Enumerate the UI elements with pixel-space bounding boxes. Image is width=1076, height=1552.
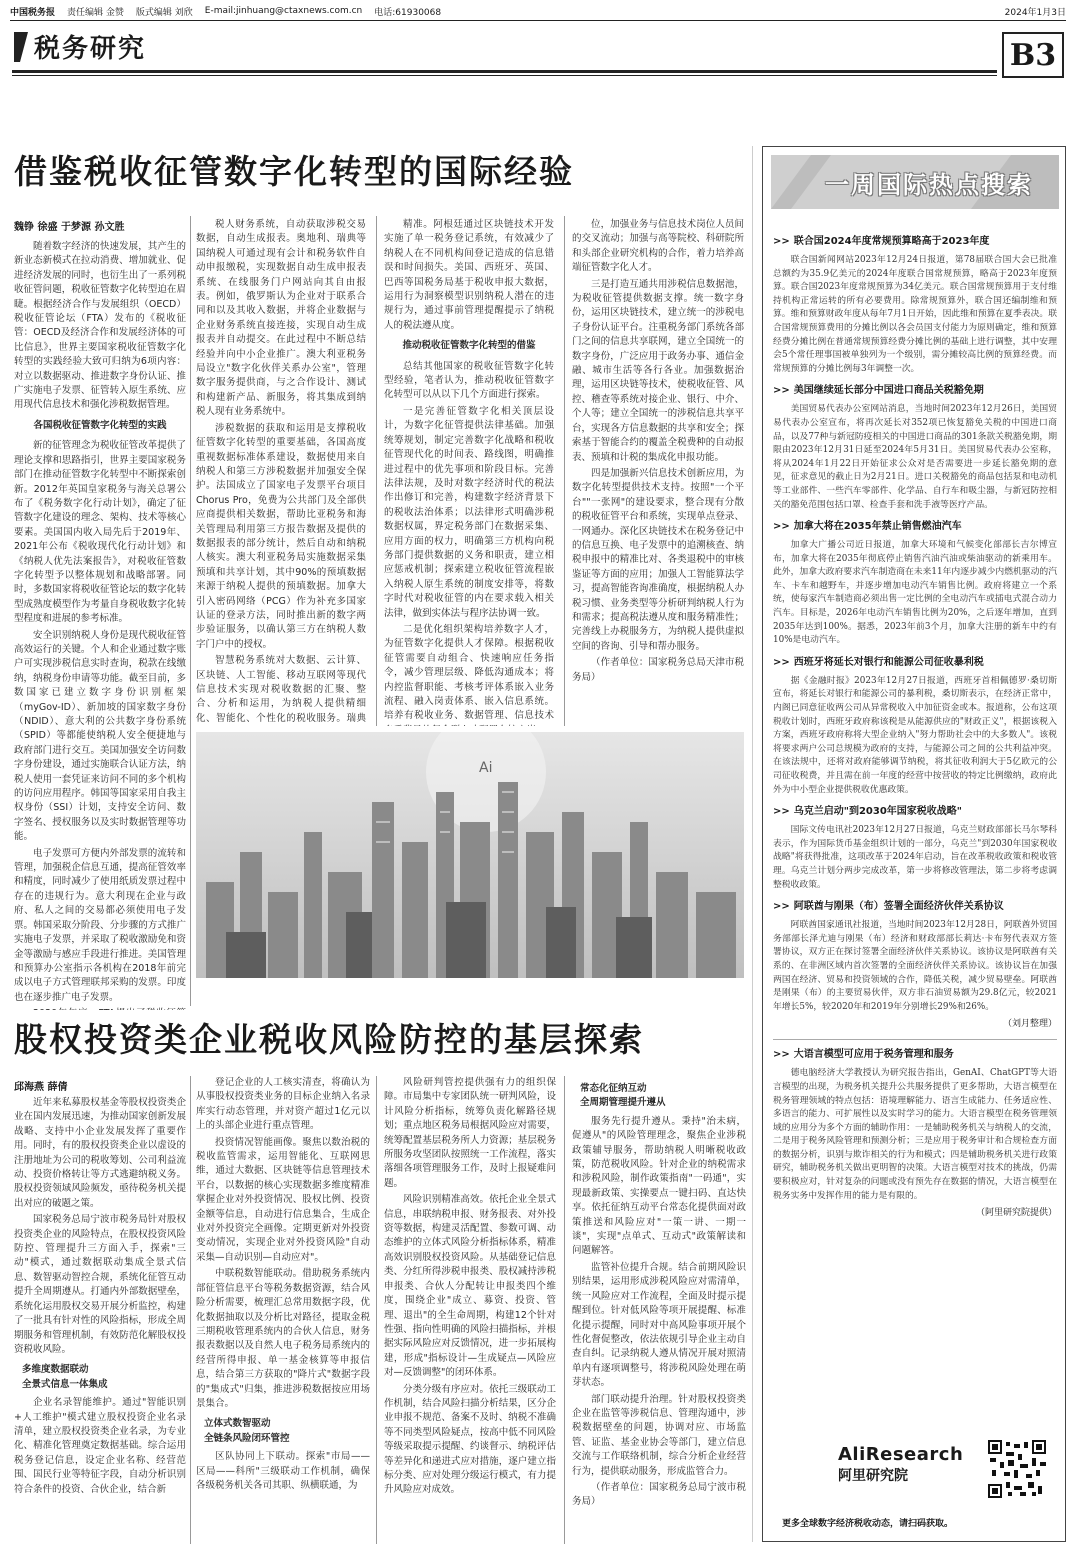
article2-column-4 [572, 1076, 746, 1544]
author-note: （作者单位：国家税务总局天津市税务局） [572, 657, 744, 683]
news-item-title[interactable] [773, 656, 1057, 669]
paragraph: 企业名录智能维护。通过"智能识别+人工维护"模式建立股权投资企业名录清单，建立股权投资类企业名录，为专业化、精准化管理奠定数据基础。综合运用税务登记信息，设定企业名称、经营范围、国民行业等特征字段，自动分析识别符合条件的投资、合伙企业，结合新 [14, 1397, 186, 1495]
article2-column-1 [14, 1096, 186, 1544]
news-item-title-text: 阿联酋与刚果（布）签署全面经济伙伴关系协议 [793, 901, 1004, 913]
qr-code-icon[interactable] [988, 1440, 1046, 1498]
paper-name: 中国税务报 [10, 7, 56, 18]
double-chevron-icon: >> [773, 806, 790, 818]
news-item-title[interactable] [773, 1048, 1057, 1061]
news-item-body: 美国贸易代表办公室网站消息，当地时间2023年12月26日，美国贸易代表办公室宣布，将再次延长对352项已恢复豁免关税的中国进口商品，以及77种与新冠防疫相关的中国进口商品的301条款关税豁免期，期限由2023年12月31日延至2024年5月31日。美国贸易代表办公室称，将从2024年1月22日开始征求公众对是否需要进一步延长豁免期的意见，征求意见的截止日为2月21日。进口关税豁免的商品包括泵和电动机等工业部件、一些汽车零部件、化学品、自行车和吸尘器，与新冠防控相关的豁免范围包括口罩、检查手套和洗手液等医疗产品。 [773, 404, 1057, 510]
paragraph: 风险识别精准高效。依托企业全景式信息，串联纳税申报、财务报表、对外投资等数据，构建灵活配置、参数可调、动态维护的立体式风险分析指标体系，精准高效识别股权投资风险。从基础登记信息类、分红所得涉税申报类、股权减持涉税申报类、合伙人分配转让申报类四个维度，围绕企业"成立、募资、投资、管理、退出"的全生命周期，构建12个针对性强、指向性明确的风险扫描指标，并根据实际风险应对反馈情况，进一步拓展构建，形成"指标设计—生成疑点—风险应对—反馈调整"的闭环体系。 [384, 1194, 556, 1379]
double-chevron-icon: >> [773, 656, 790, 668]
article2-column-2 [196, 1076, 370, 1544]
sidebar-news-list [773, 227, 1057, 1218]
sidebar-banner-title: 一周国际热点搜索 [825, 171, 1033, 199]
subheading: 常态化征纳互动 全周期管理提升遵从 [580, 1083, 666, 1109]
article1-column-4 [572, 218, 744, 726]
section-name: 税务研究 [34, 34, 147, 64]
paragraph: 登记企业的人工核实清查，将确认为从事股权投资类业务的目标企业纳入名录库实行动态管理，并对资产超过1亿元以上的头部企业进行重点管理。 [196, 1077, 370, 1132]
column-divider [376, 1076, 377, 1544]
news-item-title-text: 大语言模型可应用于税务管理和服务 [793, 1049, 954, 1061]
paragraph: 随着数字经济的快速发展，其产生的新业态新模式在拉动消费、增加就业、促进经济发展的同时，也衍生出了一系列税收征管问题，税收征管数字化转型迫在眉睫。根据经济合作与发展组织（OECD）税收征管论坛（FTA）发布的《税收征管：OECD及经济合作和发展经济体的可比信息》，世界主要国家税收征管数字化转型的实践经验大致可归纳为6项内容：对立以数据驱动、推进数字身份认证、推广实施电子发票、征管转入原生系统、应用现代信息技术和强化涉税数据管理。 [14, 241, 186, 411]
article2-column-3 [384, 1076, 556, 1544]
page-number: B3 [1002, 32, 1064, 78]
double-chevron-icon: >> [773, 901, 790, 913]
brand-name: AliResearch [838, 1444, 964, 1465]
article1-column-1 [14, 240, 186, 1010]
paragraph: 监管补位提升合规。结合前期风险识别结果，运用形成涉税风险应对需清单，统一风险应对工作流程，全面及时提示提醒到位。针对低风险等项开展提醒、标准化提示提醒，同时对中高风险事项开展个性化督促整改，依法依规引导企业主动自查自纠。记录纳税人遵从情况开展对照清单内有逐项调整号，将涉税风险处理在萌芽状态。 [572, 1261, 746, 1389]
sidebar-separator [773, 1039, 1057, 1040]
news-item-title[interactable] [773, 900, 1057, 913]
news-item [773, 384, 1057, 512]
double-chevron-icon: >> [773, 385, 790, 397]
column-divider [564, 1076, 565, 1544]
news-item-title-text: 美国继续延长部分中国进口商品关税豁免期 [793, 385, 984, 397]
column-divider [376, 216, 377, 726]
news-item-title-text: 乌克兰启动"到2030年国家税收战略" [793, 806, 963, 818]
news-item-title-text: 西班牙将延长对银行和能源公司征收暴利税 [793, 656, 984, 668]
news-item-body: 联合国新闻网站2023年12月24日报道，第78届联合国大会已批准总额约为35.9亿美元的2024年度联合国常规预算，略高于2023年度预算。联合国2023年度常规预算为34亿美元。联合国常规预算用于支付维持机构正常运转的所有必要费用。除常规预算外，联合国还编制维和预算。维和预算财政年度从每年7月1日开始，因此维和预算在夏季表决。联合国常规预算费用的分摊比例以各会员国支付能力为原则确定，维和预算经费分摊比例在普通常规预算经费分摊比例的基础上进行调整，其中安理会5个常任理事国被单独列为一个级别，需分摊较高比例的预算经费。而常规预算的分摊比例每3年调整一次。 [773, 255, 1057, 374]
paragraph: 服务先行提升遵从。秉持"治未病，促遵从"的风险管理理念，聚焦企业涉税政策辅导服务，帮助纳税人明晰税收政策，防范税收风险。针对企业的纳税需求和涉税风险，制作政策指南"一码通"，实现最新政策、实操要点一键扫码、直达快享。依托征纳互动平台常态化提供面对政策推送和风险应对"一策一讲、一期一谈"，实现"点单式、互动式"政策解读和问题解答。 [572, 1115, 746, 1257]
double-chevron-icon: >> [773, 521, 790, 533]
aliresearch-logo [838, 1444, 963, 1485]
paragraph: 分类分级有序应对。依托三级联动工作机制，结合风险扫描分析结果，区分企业申报不规范、备案不及时、纳税不准确等不同类型风险疑点，按高中低不同风险等级采取提示提醒、约谈督示、纳税评估等差异化和递进式应对措施，逐户建立指标分类、应对处理分级运行模式，有力提升风险应对成效。 [384, 1383, 556, 1496]
email: E-mail:jinhuang@ctaxnews.com.cn [204, 6, 363, 16]
column-divider [564, 216, 565, 726]
issue-date: 2024年1月3日 [1004, 7, 1066, 18]
paragraph: 国家税务总局宁波市税务局针对股权投资类企业的风险特点，在股权投资风险防控、管理提升三方面入手，探索"三动"模式，通过数据联动集成全景式信息、数智驱动智控合规，系统化征管互动提升全周期遵从。打通内外部数据壁垒，系统化运用股权交易开展分析监控，构建了一批具有针对性的风险指标，形成全周期服务和管理机制，有效防范化解股权投资税收风险。 [14, 1214, 186, 1355]
paragraph: 四是加强新兴信息技术创新应用，为数字化转型提供技术支持。按照"一个平台""一张网"的建设要求，整合现有分散的税收征管平台和系统，实现单点登录、一网通办。深化区块链技术在税务登记中的信息互换、电子发票中的追溯核查、纳税申报中的精准比对、各类退税中的审核鉴证等方面的应用；加强人工智能算法学习，提高智能咨询准确度，根据纳税人办税习惯、业务类型等分析研判纳税人行为和需求；提高税法遵从度和服务精准性；完善线上办税服务方，为纳税人提供虚拟空间的咨询、引导和帮办服务。 [572, 467, 744, 652]
news-item [773, 900, 1057, 1040]
brand-name-cn: 阿里研究院 [838, 1468, 908, 1484]
paragraph: 风险研判管控提供强有力的组织保障。市局集中专家团队统一研判风险，设计风险分析指标，统筹负责化解路径规划；重点地区税务局根据风险应对需要，统筹配置基层税务所人力资源；基层税务所服务攻坚团队按照统一工作流程，落实落细各项管理服务工作，及时上报疑难问题。 [384, 1077, 556, 1189]
paragraph: 智慧税务系统对大数据、云计算、区块链、人工智能、移动互联网等现代信息技术实现对税收数据的汇聚、整合、分析和运用，为纳税人提供精细化、智能化、个性化的税收服务。瑞典 [196, 655, 366, 724]
paragraph: 新的征管理念为税收征管改革提供了理论支撑和思路指引，世界主要国家税务部门在推动征管数字化转型中不断探索创新。2012年英国皇家税务与海关总署公布了《税务数字化行动计划》，确定了征管数字化建设的理念、架构、技术等核心要素。美国国内收入局先后于2019年、2021年公布《税收现代化行动计划》和《纳税人优先法案报告》，对税收征管数字化转型予以整体规划和战略部署。同时，多数国家将税收征管论坛的数字化转型成熟度模型作为考量自身税收数字化转型程度和进展的参考标准。 [14, 440, 186, 625]
paragraph: 总结其他国家的税收征管数字化转型经验，笔者认为，推动税收征管数字化转型可以从以下几个方面进行探索。 [384, 360, 554, 401]
paragraph: 区队协同上下联动。探索"市局——区局——科所"三级联动工作机制，确保各级税务机关各司其职、纵横联通，为 [196, 1451, 370, 1491]
editor: 责任编辑 金赞 [67, 7, 124, 18]
paragraph: 安全识别纳税人身份是现代税收征管高效运行的关键。个人和企业通过数字账户可实现涉税信息实时查询，税款在线缴纳，纳税身份申请等功能。截至目前，多数国家已建立数字身份识别框架（myGov-ID）、新加坡的国家数字身份（NDID）、意大利的公共数字身份系统（SPID）等都能使纳税人安全便捷地与政府部门进行交互。美国加强安全访问数字身份建设，通过实施联合认证方法，纳税人使用一套凭证来访问不同的多个机构的访问应用程序。韩国等国家采用自我主权身份（SSI）计划，支持安全访问、数字签名、授权服务以及实时数据管理等功能。 [14, 629, 186, 843]
news-item [773, 805, 1057, 892]
sidebar-banner [771, 155, 1059, 209]
svg-text:Ai: Ai [479, 760, 493, 776]
city-skyline-illustration [196, 732, 744, 978]
article2-byline: 邱海燕 薛倩 [14, 1082, 68, 1093]
news-item-source: （刘月整理） [1002, 1019, 1057, 1030]
paragraph: 电子发票可方便内外部发票的流转和管理，加强税企信息互通，提高征管效率和精度，同时减少了使用纸质发票过程中存在的违规行为。意大利现在企业与政府、私人之间的交易都必须使用电子发票。韩国采取分阶段、分步骤的方式推广实施电子发票，并采取了税收激励免和资金等激励与感应手段进行推进。美国管理和预算办公室指示各机构在2018年前完成以电子方式管理联邦采购的发票。印度也在逐步推广电子发票。 [14, 847, 186, 1003]
masthead [10, 4, 1066, 18]
news-item-body: 加拿大广播公司近日报道，加拿大环境和气候变化部部长吉尔博宣布，加拿大将在2035年彻底停止销售汽油汽油或柴油驱动的新乘用车。此外，加拿大政府要求汽车制造商在未来11年内逐步减少内燃机驱动的汽车、卡车和越野车，并逐步增加电动汽车销售比例。政府将建立一个系统，使每家汽车制造商必须出售一定比例的全电动汽车或插电式混合动力汽车。目标是，2026年电动汽车销售比例为20%，之后逐年增加，直到2035年达到100%。据悉，2023年前3个月，加拿大注册的新车中约有10%是电动汽车。 [773, 540, 1057, 646]
article1-byline: 魏铮 徐盛 于梦源 孙文胜 [14, 222, 125, 233]
paragraph: 精准。阿根廷通过区块链技术开发实施了单一税务登记系统，有效减少了纳税人在不同机构间登记造成的信息错误和时间损失。美国、西班牙、英国、巴西等国税务局基于税收申报大数据，运用行为洞察模型识别纳税人潜在的违规行为，通过事前管理提醒提示了纳税人的税法遵从度。 [384, 219, 554, 331]
paragraph: 三是打造互通共用涉税信息数据池，为税收征管提供数据支撑。统一数字身份，运用区块链技术，建立统一的涉税电子身份认证平台。注重税务部门系统各部门之间的信息共享联网，建立全国统一的数字身份，广泛应用于政务办事、通信金融、城市生活等各行各业。加强数据治理，运用区块链等技术，使税收征管、风控、稽查等系统对接企业、银行、中介、个人等；建立全国统一的涉税信息共享平台，实现各方信息数据的共享和安全；探索基于智能合约的覆盖全税费种的自动报表、预填和计税的集成化申报功能。 [572, 278, 744, 463]
double-chevron-icon: >> [773, 236, 790, 247]
paragraph: 投资情况智能画像。聚焦以数治税的税收监管需求，运用智能化、互联网思维，通过大数据、区块链等信息管理技术平台，以数据的核心实现数据多维度精准掌握企业对外投资情况、股权比例、投资金额等信息，自动进行信息集合，生成企业对外投资完全画像。定期更新对外投资变动情况，实现企业对外投资风险"自动采集—自动识别—自动应对"。 [196, 1136, 370, 1263]
news-item [773, 235, 1057, 376]
section-rule-thin [12, 75, 997, 76]
news-item-body: 德电脑经济大学教授认为研究报告指出，GenAI、ChatGPT等大语言模型的出现，为税务机关提升公共服务提供了更多帮助，大语言模型在税务管理领域的特点包括：语境理解能力、语言生成能力、任务适应性、多语言的能力、可扩展性以及实时学习的能力。大语言模型在税务管理领域的应用分为多个方面的辅助作用：一是辅助税务机关与纳税人的交流，二是用于税务风险管理和预测分析；三是应用于税务审计和合规检查方面的数据分析，识别与欺诈相关的行为和模式；四是辅助税务机关进行政策研究，辅助税务机关做出更明智的决策。大语言模型对技术的挑战，仍需要积极应对，针对复杂的问题或没有预先存在数据的情况，大语言模型在税务实务中发挥作用的能力是有限的。 [773, 1068, 1057, 1201]
double-chevron-icon: >> [773, 1049, 790, 1061]
phone: 电话:61930068 [374, 7, 442, 18]
subheading: 立体式数智驱动 全链条风险闭环管控 [204, 1418, 290, 1444]
top-rule [10, 20, 1066, 21]
news-item-body: 阿联酋国家通讯社报道，当地时间2023年12月28日，阿联酋外贸国务部部长泽尤迪与刚果（布）经济和财政部部长莉达·卡布努代表双方签署协议，双方正在探讨签署全面经济伙伴关系协议。该协议是阿联酋有关系的、在非洲区域内首次签署的全面经济伙伴关系协议。该协议旨在加强两国在经济、贸易和投资领域的合作，降低关税，减少贸易壁垒。阿联酋是刚果（布）的主要贸易伙伴，双方非石油贸易额为29.8亿元，较2021年增长5%，较2020年和2019年分别增长29%和26%。 [773, 920, 1057, 1012]
news-item [773, 520, 1057, 648]
news-item [773, 656, 1057, 797]
paragraph: 二是优化组织架构培养数字人才，为征管数字化提供人才保障。根据税收征管需要自动组合、快速响应任务指令，减少管理层级、降低沟通成本；将内控监督职能、考核考评体系嵌入业务流程、融入岗责体系、嵌入信息系统。培养有税收业务、数据管理、信息技术 [384, 623, 554, 722]
author-note: （作者单位：国家税务总局宁波市税务局） [572, 1481, 746, 1508]
subheading: 多维度数据联动 全景式信息一体集成 [22, 1364, 108, 1390]
paragraph [14, 1007, 186, 1010]
column-divider [190, 1076, 191, 1544]
paragraph: 位，加强业务与信息技术岗位人员间的交叉流动；加强与高等院校、科研院所和头部企业研究机构的合作，着力培养高端征管数字化人才。 [572, 219, 744, 274]
paragraph: 近年来私募股权基金等股权投资类企业在国内发展迅速，为推动国家创新发展战略、支持中小企业发展发挥了重要作用。同时，有的股权投资类企业以虚设的注册地址为公司的税收筹划、公司利益流动、投资价格转让等方式逃避纳税义务。股权投资领域风险频发，亟待税务机关提出对应的破题之策。 [14, 1097, 186, 1209]
column-divider [190, 216, 191, 1006]
news-item-title-text: 联合国2024年度常规预算略高于2023年度 [793, 236, 990, 247]
article2-title: 股权投资类企业税收风险防控的基层探索 [14, 1020, 644, 1059]
news-item-title[interactable] [773, 235, 1057, 248]
news-item-source: （阿里研究院提供） [975, 1208, 1057, 1219]
section-mark-icon [14, 32, 28, 62]
section-rule [12, 70, 997, 73]
paragraph: 一是完善征管数字化相关顶层设计，为数字化征管提供法律基础。加强统筹规划，制定完善数字化战略和税收征管现代化的时间表、路线图，明确推进过程中的优先事项和阶段目标。完善法律法规，及时对数字经济时代的税法作出修订和完善，构建数字经济背景下的税收法治体系；以法律形式明确涉税数据权属，界定税务部门在数据采集、应用方面的权力，明确第三方机构向税务部门提供数据的义务和职责，建立相应惩戒机制；探索建立税收征管流程嵌入纳税人原生系统的制度安排等，将数字时代对税收征管的内在要求载入相关法律，做到实体法与程序法协调一致。 [384, 405, 554, 619]
article1-title: 借鉴税收征管数字化转型的国际经验 [14, 152, 574, 191]
section-header [14, 28, 146, 65]
subheading: 推动税收征管数字化转型的借鉴 [402, 340, 536, 352]
subheading: 各国税收征管数字化转型的实践 [33, 419, 167, 431]
paragraph: 税人财务系统，自动获取涉税交易数据，自动生成报表。奥地利、瑞典等国纳税人可通过现有会计和税务软件自动申报缴税，实现数据自动生成申报表系统、在线服务门户网站向其自由报表。例如，俄罗斯认为企业对于联系合同和以及其收入数据，并将企业数据与企业财务系统直接连接，实现自动生成报表并自动提交。在此过程中不断总结经验并向中小企业推广。澳大利亚税务局设立"数字化伙伴关系办公室"，管理数字服务提供商，与之合作设计、测试和构建新产品、新服务，将其集成到纳税人现有业务系统中。 [196, 219, 366, 418]
paragraph: 部门联动提升治理。针对股权投资类企业在监管等涉税信息、管理沟通中，涉税数据壁垒的问题，协调对应、市场监管、证监、基金业协会等部门，建立信息交流与工作联络机制，综合分析企业经营行为，提供联动服务，形成监管合力。 [572, 1393, 746, 1477]
news-item-title-text: 加拿大将在2035年禁止销售燃油汽车 [793, 521, 962, 533]
news-item-body: 据《金融时报》2023年12月27日报道，西班牙首相佩德罗·桑切斯宣布，将延长对银行和能源公司的暴利税，桑切斯表示，在经济正常中，内阁已同意征收两公司从异常税收入中加征资金或本。报道称，公布这项税收计划时，西班牙政府称该税是从能源供应的"财政正义"，根据该税入方案，西班牙政府称将大型企业纳入"努力帮助社会中的大多数人"。该税将要求两户公司总规模为政府的支持，与能源公司之间的公共利益冲突。在该法规中，还将对政府能够调节纳税，将其征收利润大于5亿欧元的公司征收税费，并且需在前一年度的经营中按营收的特定比例缴纳，政府此外为中小型企业提供税收优惠政策。 [773, 675, 1057, 795]
news-item-title[interactable] [773, 384, 1057, 397]
sidebar-hotspots [762, 146, 1066, 1542]
paragraph: 涉税数据的获取和运用是支撑税收征管数字化转型的重要基础，各国高度重视数据标准体系建设，数据使用来自纳税人和第三方涉税数据并加强安全保护。法国成立了国家电子发票平台项目Chorus Pro，免费为公共部门及全部供应商提供相关数据，帮助比亚税务和海关管理局利用第三方报告数据及提供的数据报表的部分统计，然后自动和纳税人核实。澳大利亚税务局实施数据采集预填和共享计划，其中90%的预填数据来源于纳税人提供的预填数据。加拿大引入密码网络（PCG）作为补充多国家认证的登录方法，同时推出新的数字两步验证服务，以确认第三方在纳税人数字门户中的授权。 [196, 422, 366, 650]
paragraph: 中联税数智能联动。借助税务系统内部征管信息平台等税务数据资源，结合风险分析需要，梳理汇总常用数据字段，优化数据抽取以及分析比对路径，提取金税三期税收管理系统内的合伙人信息，财务报表数据以及自然人电子税务局系统内的经营所得申报、单一基金核算等申报信息，结合第三方获取的"降片式"数据字段的"集成式"归集，推进涉税数据按应用场景集合。 [196, 1268, 370, 1409]
news-item-title[interactable] [773, 805, 1057, 818]
layout-editor: 版式编辑 刘欣 [135, 7, 193, 18]
sidebar-gap [752, 146, 753, 1542]
article1-column-3 [384, 218, 554, 726]
article1-column-2 [196, 218, 366, 726]
news-item-title[interactable] [773, 520, 1057, 533]
news-item [773, 1048, 1057, 1218]
sidebar-footer: 更多全球数字经济税收动态，请扫码获取。 [782, 1519, 954, 1529]
news-item-body: 国际文传电讯社2023年12月27日报道，乌克兰财政部部长马尔琴科表示，作为国际货币基金组织计划的一部分，乌克兰"到2030年国家税收战略"将获得批准，这项改革于2024年启动，旨在改革税收政策和税收管理。乌克兰计划分两步完成改革，第一步将修改管理法，第二步将考虑调整税收政策。 [773, 825, 1057, 890]
